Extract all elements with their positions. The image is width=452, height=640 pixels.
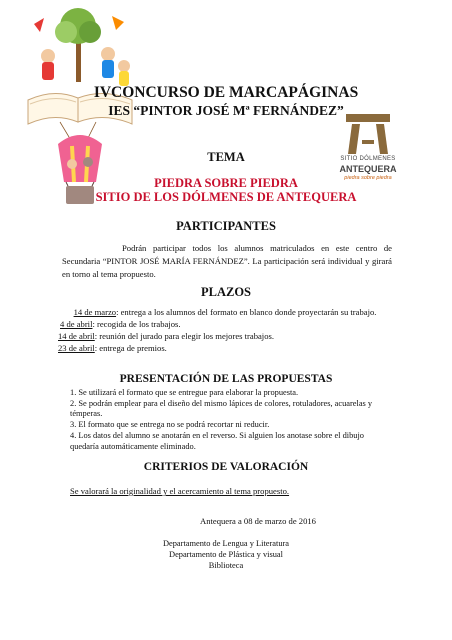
signature-block	[0, 538, 452, 571]
page-subtitle: IES “PINTOR JOSÉ Mª FERNÁNDEZ”	[108, 103, 344, 118]
kite-icon	[112, 16, 124, 30]
plazo-date: 23 de abril	[58, 343, 95, 353]
page-title: IVCONCURSO DE MARCAPÁGINAS	[93, 84, 359, 101]
plazo-text: : entrega de premios.	[94, 343, 167, 353]
propuestas-heading: PRESENTACIÓN DE LAS PROPUESTAS	[119, 373, 333, 385]
department-biblioteca: Biblioteca	[208, 561, 244, 570]
propuesta-item: 2. Se podrán emplear para el diseño del mismo lápices de colores, rotuladores, acuarelas y témperas.	[70, 398, 373, 419]
criterios-text: Se valorará la originalidad y el acercamiento al tema propuesto.	[70, 486, 290, 496]
department-plastica: Departamento de Plástica y visual	[169, 550, 283, 559]
participantes-text: Podrán participar todos los alumnos matriculados en este centro de Secundaria “PINTOR JOSÉ MARÍA FERNÁNDEZ”. La participación será individual y girará en torno al tema propuesto.	[62, 243, 392, 279]
logo-text-sitio: SITIO DÓLMENES	[340, 156, 396, 162]
propuesta-item: 4. Los datos del alumno se anotarán en el reverso. Si alguien los anotase sobre el dibujo quedaría automáticamente eliminado.	[70, 430, 364, 451]
criterios-heading: CRITERIOS DE VALORACIÓN	[143, 461, 309, 473]
kite-icon	[34, 18, 44, 32]
propuesta-item: 1. Se utilizará el formato que se entregue para elaborar la propuesta.	[70, 388, 299, 397]
plazo-item	[56, 342, 394, 354]
plazo-text: : entrega a los alumnos del formato en blanco donde proyectarán su trabajo.	[116, 307, 377, 317]
logo-text-antequera: ANTEQUERA	[339, 164, 397, 174]
plazo-item	[56, 306, 394, 318]
propuestas-list	[70, 388, 388, 452]
plazos-list	[56, 306, 394, 354]
plazo-item	[56, 318, 394, 330]
plazo-date: 14 de abril	[58, 331, 95, 341]
logo-slogan: piedra sobre piedra	[344, 175, 392, 181]
tema-heading: TEMA	[207, 150, 245, 164]
document-date: Antequera a 08 de marzo de 2016	[200, 516, 316, 526]
tree-icon	[55, 8, 101, 82]
plazo-date: 14 de marzo	[73, 307, 117, 317]
department-lengua: Departamento de Lengua y Literatura	[162, 539, 290, 548]
children-figures	[41, 47, 130, 86]
plazos-heading: PLAZOS	[200, 285, 251, 299]
tema-line-2: SITIO DE LOS DÓLMENES DE ANTEQUERA	[95, 190, 357, 204]
plazo-text: : reunión del jurado para elegir los mejores trabajos.	[94, 331, 274, 341]
plazo-date: 4 de abril	[60, 319, 93, 329]
tema-line-1: PIEDRA SOBRE PIEDRA	[154, 176, 298, 190]
plazo-item	[56, 330, 394, 342]
participantes-heading: PARTICIPANTES	[176, 219, 276, 233]
propuesta-item: 3. El formato que se entrega no se podrá recortar ni reducir.	[70, 420, 270, 430]
plazo-text: : recogida de los trabajos.	[92, 319, 181, 329]
